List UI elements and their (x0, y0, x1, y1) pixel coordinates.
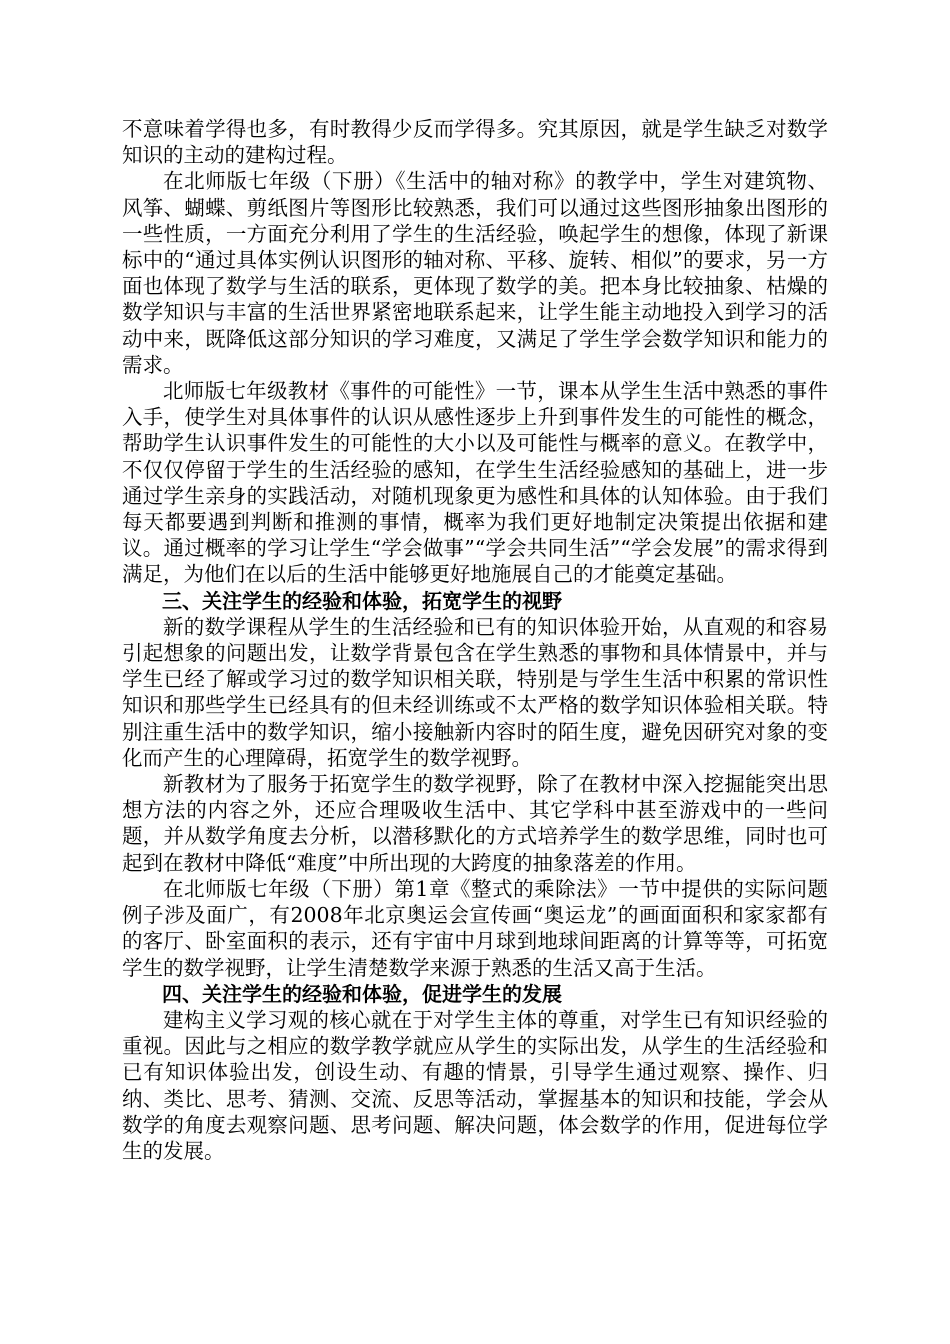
paragraph-event-possibility: 北师版七年级教材《事件的可能性》一节，课本从学生生活中熟悉的事件入手，使学生对具体事件的认识从感性逐步上升到事件发生的可能性的概念，帮助学生认识事件发生的可能性的大小以及可能性与概率的意义。在教学中，不仅仅停留于学生的生活经验的感知，在学生生活经验感知的基础上，进一步通过学生亲身的实践活动，对随机现象更为感性和具体的认知体验。由于我们每天都要遇到判断和推测的事情，概率为我们更好地制定决策提出依据和建议。通过概率的学习让学生“学会做事”“学会共同生活”“学会发展”的需求得到满足，为他们在以后的生活中能够更好地施展自己的才能奠定基础。 (122, 379, 828, 587)
document-body (122, 116, 828, 1164)
paragraph-polynomial-chapter: 在北师版七年级（下册）第1章《整式的乘除法》一节中提供的实际问题例子涉及面广，有2008年北京奥运会宣传画“奥运龙”的画面面积和家家都有的客厅、卧室面积的表示，还有宇宙中月球到地球间距离的计算等等，可拓宽学生的数学视野，让学生清楚数学来源于熟悉的生活又高于生活。 (122, 876, 828, 980)
section-heading-3: 三、关注学生的经验和体验，拓宽学生的视野 (162, 588, 562, 613)
paragraph-new-textbook: 新教材为了服务于拓宽学生的数学视野，除了在教材中深入挖掘能突出思想方法的内容之外，还应合理吸收生活中、其它学科中甚至游戏中的一些问题，并从数学角度去分析，以潜移默化的方式培养学生的数学思维，同时也可起到在教材中降低“难度”中所出现的大跨度的抽象落差的作用。 (122, 772, 828, 875)
section-heading-4: 四、关注学生的经验和体验，促进学生的发展 (162, 981, 562, 1006)
paragraph-constructivism: 建构主义学习观的核心就在于对学生主体的尊重，对学生已有知识经验的重视。因此与之相应的数学教学就应从学生的实际出发，从学生的生活经验和已有知识体验出发，创设生动、有趣的情景，引导学生通过观察、操作、归纳、类比、思考、猜测、交流、反思等活动，掌握基本的知识和技能，学会从数学的角度去观察问题、思考问题、解决问题，体会数学的作用，促进每位学生的发展。 (122, 1007, 828, 1163)
paragraph-continued: 不意味着学得也多，有时教得少反而学得多。究其原因，就是学生缺乏对数学知识的主动的建构过程。 (122, 117, 828, 168)
paragraph-new-curriculum: 新的数学课程从学生的生活经验和已有的知识体验开始，从直观的和容易引起想象的问题出发，让数学背景包含在学生熟悉的事物和具体情景中，并与学生已经了解或学习过的数学知识相关联，特别是与学生生活中积累的常识性知识和那些学生已经具有的但未经训练或不太严格的数学知识体验相关联。特别注重生活中的数学知识，缩小接触新内容时的陌生度，避免因研究对象的变化而产生的心理障碍，拓宽学生的数学视野。 (122, 614, 828, 770)
paragraph-axial-symmetry: 在北师版七年级（下册）《生活中的轴对称》的教学中，学生对建筑物、风筝、蝴蝶、剪纸图片等图形比较熟悉，我们可以通过这些图形抽象出图形的一些性质，一方面充分利用了学生的生活经验，唤起学生的想像，体现了新课标中的“通过具体实例认识图形的轴对称、平移、旋转、相似”的要求，另一方面也体现了数学与生活的联系，更体现了数学的美。把本身比较抽象、枯燥的数学知识与丰富的生活世界紧密地联系起来，让学生能主动地投入到学习的活动中来，既降低这部分知识的学习难度，又满足了学生学会数学知识和能力的需求。 (122, 169, 828, 377)
